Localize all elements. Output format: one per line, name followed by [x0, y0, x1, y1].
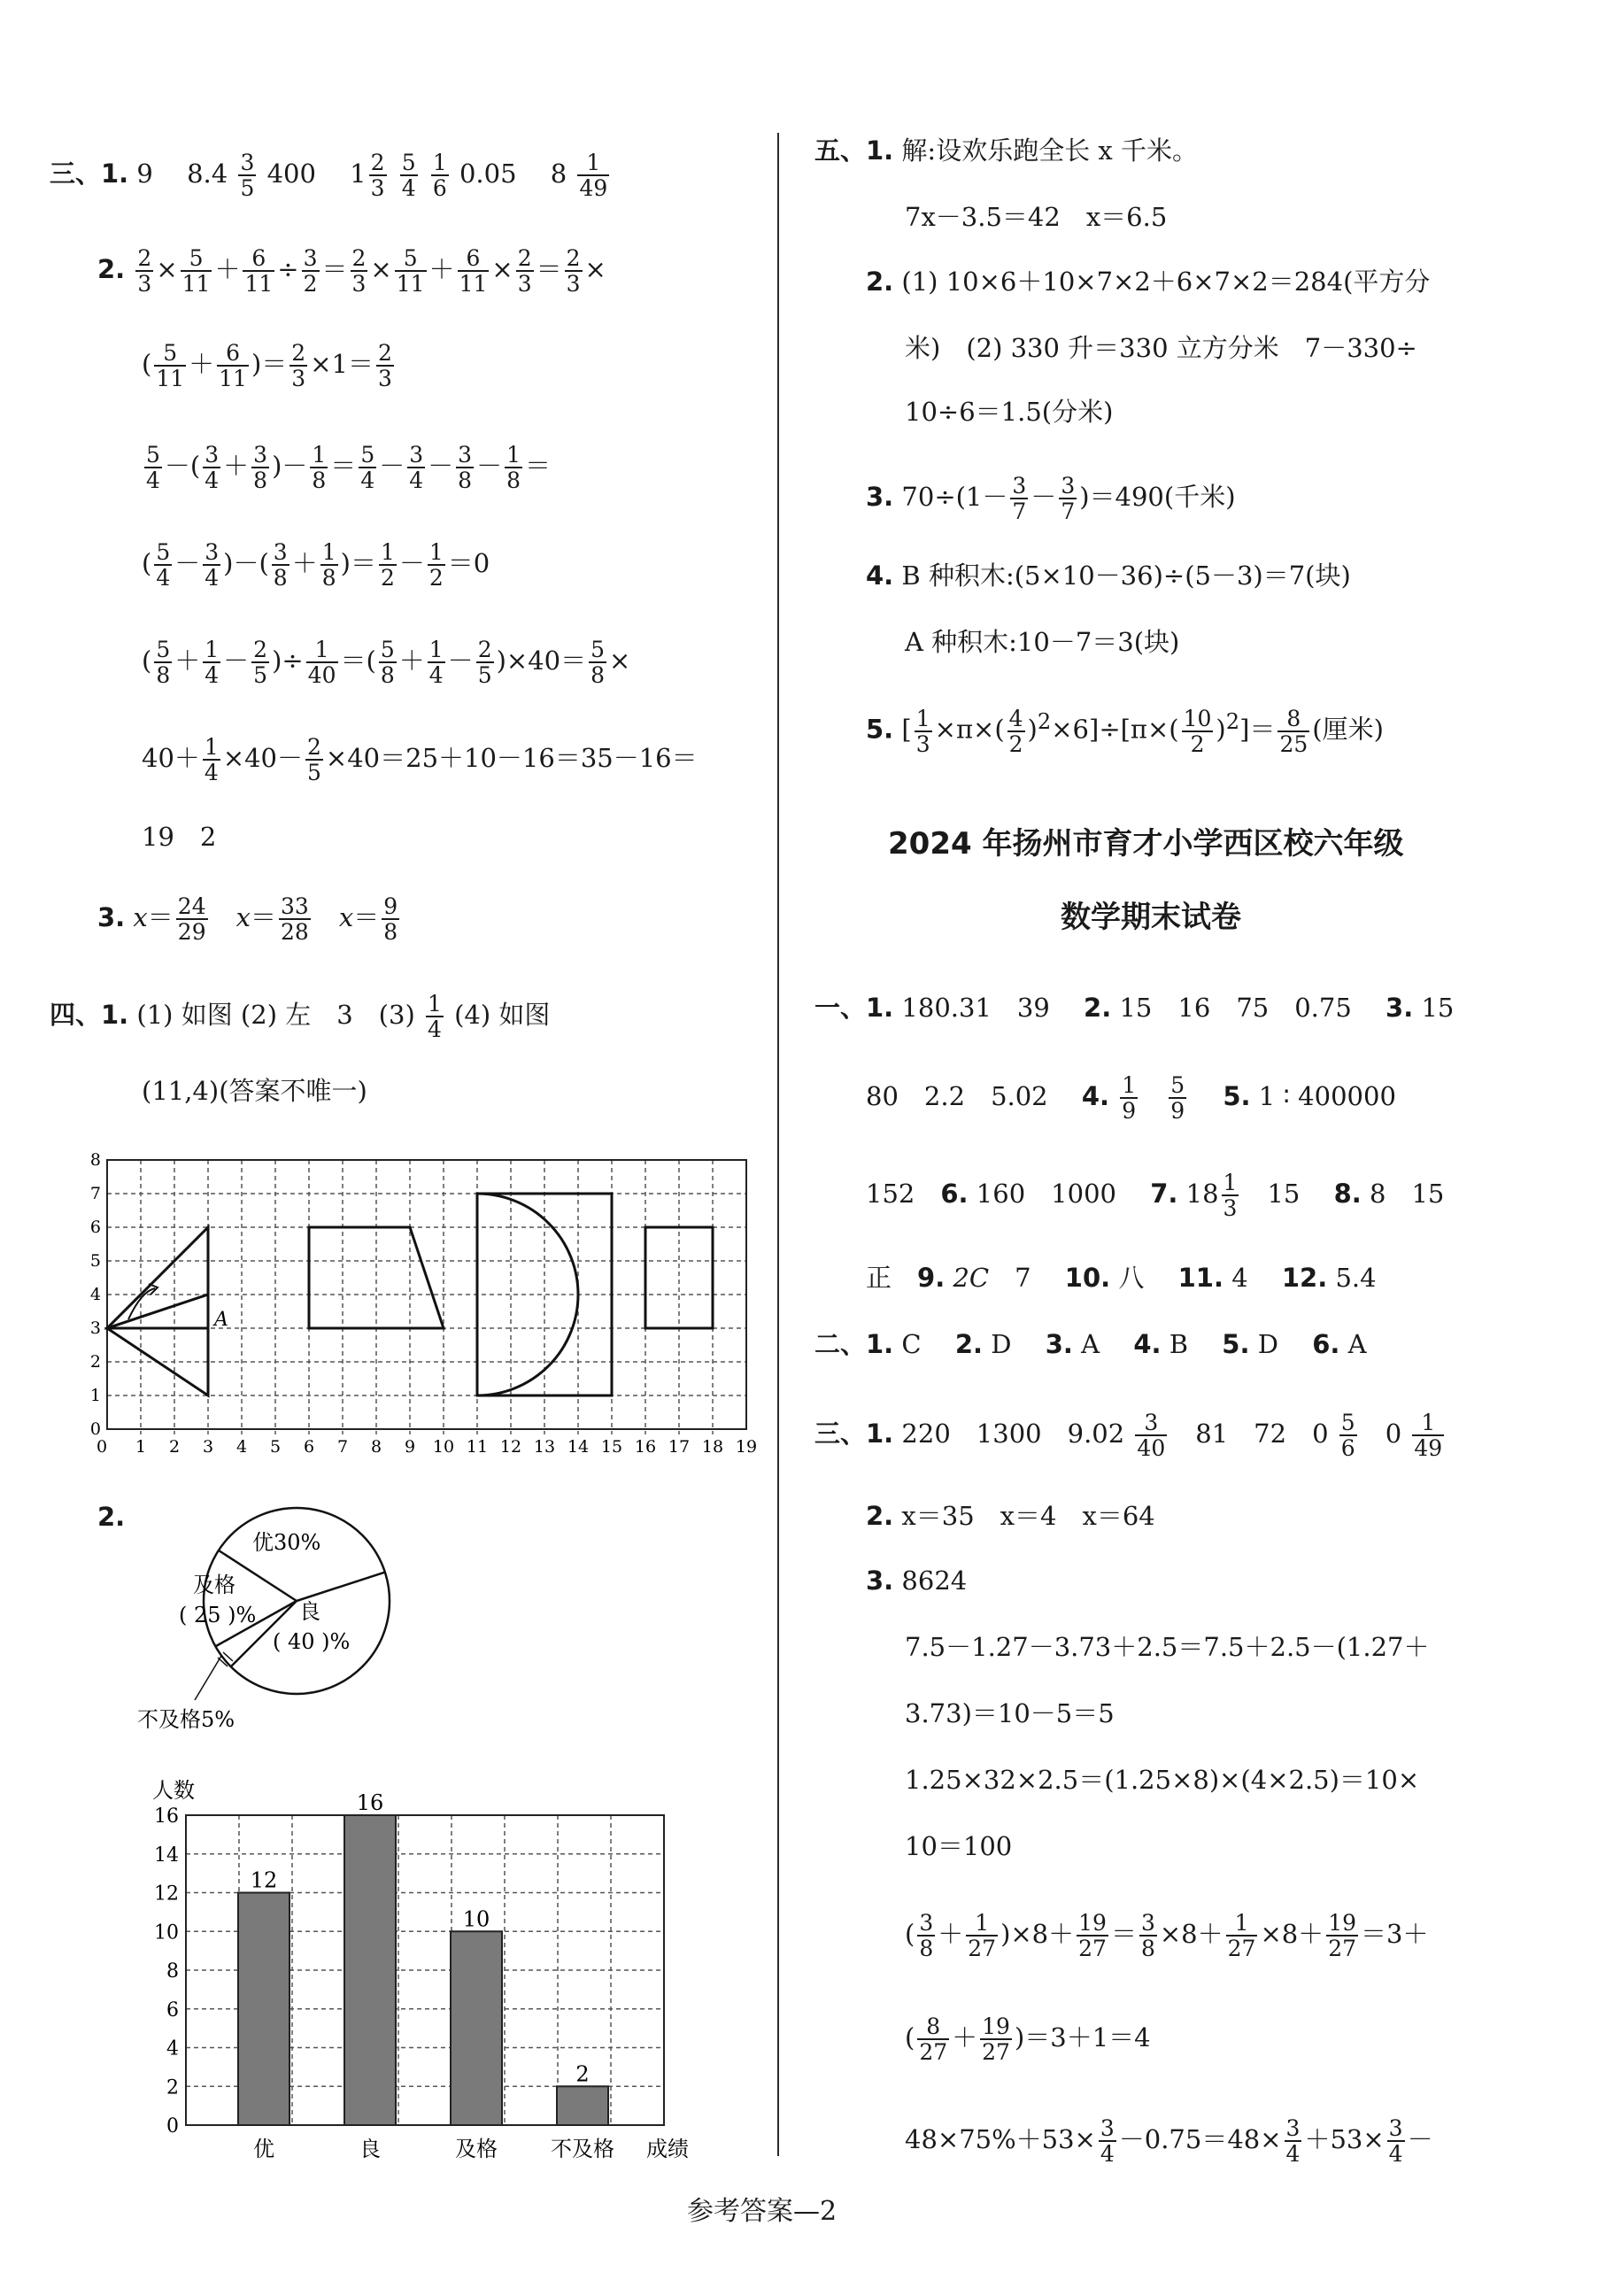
pie-label-pass-pct: ( 25 )%	[179, 1603, 257, 1627]
right-s3-l1: 7.5－1.27－3.73＋2.5＝7.5＋2.5－(1.27＋	[905, 1632, 1430, 1662]
left-s3-q1: 三、1. 9 8.4 $\frac{3}{5}$ 400 1 $\frac{2}{3}$ $\frac{5}{4}$ $\frac{1}{6}$ 0.05 8 $\frac{1}{49}$	[50, 150, 608, 201]
left-s3-q2-line7: 19 2	[142, 822, 217, 852]
right-s5-q5: 5. [ $\frac{1}{3}$ ×π×( $\frac{4}{2}$ )$^2$×6]÷[π×( $\frac{10}{2}$ )$^2$]＝ $\frac{8}{25}$ (厘米)	[866, 705, 1384, 757]
right-s3-row1: 三、1. 220 1300 9.02 $\frac{3}{40}$ 81 72 0 $\frac{5}{6}$ 0 $\frac{1}{49}$	[814, 1410, 1443, 1461]
right-s3-q2: 2. x＝35 x＝4 x＝64	[866, 1501, 1155, 1531]
svg-text:1: 1	[135, 1437, 147, 1457]
right-s3-l4: 10＝100	[905, 1831, 1013, 1861]
bar-y-tick-label: 6	[166, 1998, 179, 2022]
fraction: $\frac{2}{3}$	[370, 150, 385, 201]
svg-text:19: 19	[735, 1437, 758, 1457]
svg-text:8: 8	[89, 1150, 101, 1170]
left-s3-q2-line1: 2. $\frac{2}{3}$ × $\frac{5}{11}$ ＋ $\frac{6}{11}$ ÷ $\frac{3}{2}$ ＝ $\frac{2}{3}$ × $\frac{5}{11}$ ＋ $\frac{6}{11}$ × $\frac{2}{3}$ ＝ $\frac{2}{3}$ ×	[97, 245, 606, 297]
bar-mark	[238, 1893, 289, 2126]
svg-text:1: 1	[89, 1386, 101, 1405]
bar-chart-xlabel: 成绩	[646, 2137, 689, 2161]
svg-text:12: 12	[499, 1437, 522, 1457]
pie-label-fine-pct: ( 40 )%	[273, 1629, 351, 1654]
bar-value-label: 12	[250, 1867, 278, 1893]
right-s3-l2: 3.73)＝10－5＝5	[905, 1698, 1115, 1728]
bar-y-tick-label: 0	[166, 2115, 179, 2138]
fraction: $\frac{3}{5}$	[240, 150, 255, 201]
bar-chart	[133, 1771, 717, 2169]
fraction: $\frac{5}{4}$	[401, 150, 416, 201]
bar-value-label: 10	[462, 1906, 490, 1932]
bar-y-tick-label: 4	[166, 2037, 179, 2060]
triangle-rotated	[107, 1295, 208, 1395]
right-s3-l6: ( $\frac{8}{27}$ ＋ $\frac{19}{27}$ )＝3＋1＝4	[905, 2014, 1151, 2065]
svg-text:4: 4	[89, 1285, 101, 1304]
right-s5-q3: 3. 70÷(1－ $\frac{3}{7}$ － $\frac{3}{7}$ )＝490(千米)	[866, 473, 1236, 524]
svg-text:0: 0	[89, 1419, 101, 1439]
right-s5-q2-l1: 2. (1) 10×6＋10×7×2＋6×7×2＝284(平方分	[866, 267, 1431, 297]
bar-mark	[344, 1815, 396, 2125]
svg-text:6: 6	[303, 1437, 315, 1457]
pie-label-fine: 良	[299, 1599, 320, 1624]
svg-text:17: 17	[668, 1437, 691, 1457]
coordinate-grid	[80, 1142, 770, 1470]
svg-text:5: 5	[89, 1251, 101, 1271]
left-s3-q2-line5: ( $\frac{5}{8}$ ＋ $\frac{1}{4}$ － $\frac{2}{5}$ )÷ $\frac{1}{40}$ ＝( $\frac{5}{8}$ ＋ $\frac{1}{4}$ － $\frac{2}{5}$ )×40＝ $\frac{5}{8}$ ×	[142, 637, 631, 688]
right-s1-row4: 正 9. 2C 7 10. 八 11. 4 12. 5.4	[866, 1263, 1377, 1293]
right-s3-l3: 1.25×32×2.5＝(1.25×8)×(4×2.5)＝10×	[905, 1765, 1420, 1795]
bar-chart-y-ticks	[154, 1805, 179, 2138]
bar-chart-ylabel: 人数	[152, 1778, 195, 1803]
right-s5-q4-l2: A 种积木:10－7＝3(块)	[905, 627, 1180, 657]
svg-text:11: 11	[466, 1437, 489, 1457]
pie-chart	[124, 1496, 407, 1744]
pie-label-pass: 及格	[193, 1573, 235, 1597]
left-s4-q1: 四、1. (1) 如图 (2) 左 3 (3) $\frac{1}{4}$ (4) 如图	[50, 991, 551, 1042]
exam-title-line2: 数学期末试卷	[1061, 900, 1241, 935]
svg-text:2: 2	[89, 1352, 101, 1372]
right-s5-q1: 五、1. 解:设欢乐跑全长 x 千米。	[814, 135, 1198, 166]
svg-text:3: 3	[89, 1318, 101, 1338]
right-s5-q1-eq: 7x－3.5＝42 x＝6.5	[905, 202, 1168, 232]
right-s3-q3: 3. 8624	[866, 1565, 968, 1596]
right-s5-q4-l1: 4. B 种积木:(5×10－36)÷(5－3)＝7(块)	[866, 560, 1351, 591]
svg-text:6: 6	[89, 1218, 101, 1237]
bar-value-label: 2	[575, 2061, 590, 2087]
svg-text:7: 7	[336, 1437, 349, 1457]
bar-chart-categories	[253, 2137, 614, 2161]
bar-y-tick-label: 2	[166, 2076, 179, 2099]
bar-y-tick-label: 16	[154, 1805, 179, 1828]
left-s3-q2-line3: $\frac{5}{4}$ －( $\frac{3}{4}$ ＋ $\frac{3}{8}$ )－ $\frac{1}{8}$ ＝ $\frac{5}{4}$ － $\frac{3}{4}$ － $\frac{3}{8}$ － $\frac{1}{8}$ ＝	[146, 442, 551, 493]
point-a-label: A	[214, 1309, 228, 1331]
left-s4-q2: 2.	[97, 1502, 126, 1532]
svg-text:13: 13	[533, 1437, 556, 1457]
pie-label-fail: 不及格5%	[137, 1707, 235, 1732]
svg-text:18: 18	[701, 1437, 724, 1457]
page-footer: 参考答案—2	[687, 2196, 838, 2227]
bar-y-tick-label: 12	[154, 1882, 179, 1906]
right-s2-row: 二、1. C 2. D 3. A 4. B 5. D 6. A	[814, 1329, 1367, 1359]
right-s1-row3: 152 6. 160 1000 7. 18 $\frac{1}{3}$ 15 8. 8 15	[866, 1170, 1445, 1221]
right-s5-q2-l3: 10÷6＝1.5(分米)	[905, 397, 1114, 427]
svg-text:5: 5	[269, 1437, 282, 1457]
svg-text:9: 9	[404, 1437, 416, 1457]
left-s3-q2-line4: ( $\frac{5}{4}$ － $\frac{3}{4}$ )－( $\frac{3}{8}$ ＋ $\frac{1}{8}$ )＝ $\frac{1}{2}$ － $\frac{1}{2}$ ＝0	[142, 539, 490, 591]
bar-mark	[557, 2086, 608, 2125]
fraction: $\frac{1}{6}$	[432, 150, 447, 201]
bar-category-label: 不及格	[551, 2137, 614, 2161]
pie-label-good: 优30%	[252, 1530, 321, 1555]
bar-chart-value-labels	[251, 1790, 590, 2086]
right-s5-q2-l2: 米) (2) 330 升＝330 立方分米 7－330÷	[905, 333, 1417, 363]
svg-text:14: 14	[567, 1437, 590, 1457]
y-tick-labels	[90, 1150, 101, 1439]
bar-y-tick-label: 8	[166, 1960, 179, 1983]
svg-text:8: 8	[370, 1437, 382, 1457]
fraction: $\frac{1}{49}$	[579, 150, 608, 201]
svg-text:4: 4	[235, 1437, 248, 1457]
bar-category-label: 良	[359, 2137, 381, 2161]
column-divider	[777, 133, 779, 2156]
svg-text:10: 10	[432, 1437, 455, 1457]
svg-text:2: 2	[168, 1437, 181, 1457]
svg-text:0: 0	[96, 1437, 108, 1457]
pie-leader	[195, 1656, 221, 1700]
svg-text:3: 3	[202, 1437, 214, 1457]
right-s3-l5: ( $\frac{3}{8}$ ＋ $\frac{1}{27}$ )×8＋ $\frac{19}{27}$ ＝ $\frac{3}{8}$ ×8＋ $\frac{1}{27}$ ×8＋ $\frac{19}{27}$ ＝3＋	[905, 1910, 1429, 1961]
left-s4-q1-line2: (11,4)(答案不唯一)	[142, 1076, 367, 1106]
left-s3-q3: 3. x＝ $\frac{24}{29}$ x＝ $\frac{33}{28}$ x＝ $\frac{9}{8}$	[97, 893, 398, 945]
exam-title-line1: 2024 年扬州市育才小学西区校六年级	[888, 826, 1404, 862]
right-s3-l7: 48×75%＋53× $\frac{3}{4}$ －0.75＝48× $\frac{3}{4}$ ＋53× $\frac{3}{4}$ －	[905, 2115, 1433, 2167]
fraction: $\frac{1}{4}$	[427, 991, 442, 1042]
left-s3-q2-line6: 40＋ $\frac{1}{4}$ ×40－ $\frac{2}{5}$ ×40＝25＋10－16＝35－16＝	[142, 734, 698, 785]
left-s3-q2-line2: ( $\frac{5}{11}$ ＋ $\frac{6}{11}$ )＝ $\frac{2}{3}$ ×1＝ $\frac{2}{3}$	[142, 340, 392, 391]
bar-y-tick-label: 10	[154, 1921, 179, 1944]
svg-text:15: 15	[600, 1437, 623, 1457]
svg-text:16: 16	[634, 1437, 657, 1457]
x-tick-labels	[96, 1437, 757, 1457]
triangle-original	[107, 1227, 208, 1328]
right-s1-row2: 80 2.2 5.02 4. $\frac{1}{9}$ $\frac{5}{9}$ 5. 1 ∶ 400000	[866, 1072, 1396, 1124]
bar-value-label: 16	[356, 1790, 384, 1815]
right-s1-row1: 一、1. 180.31 39 2. 15 16 75 0.75 3. 15	[814, 993, 1455, 1023]
bar-category-label: 及格	[455, 2137, 498, 2161]
bar-y-tick-label: 14	[154, 1844, 179, 1867]
bar-category-label: 优	[253, 2137, 274, 2161]
svg-text:7: 7	[89, 1184, 101, 1203]
bar-mark	[451, 1931, 502, 2125]
